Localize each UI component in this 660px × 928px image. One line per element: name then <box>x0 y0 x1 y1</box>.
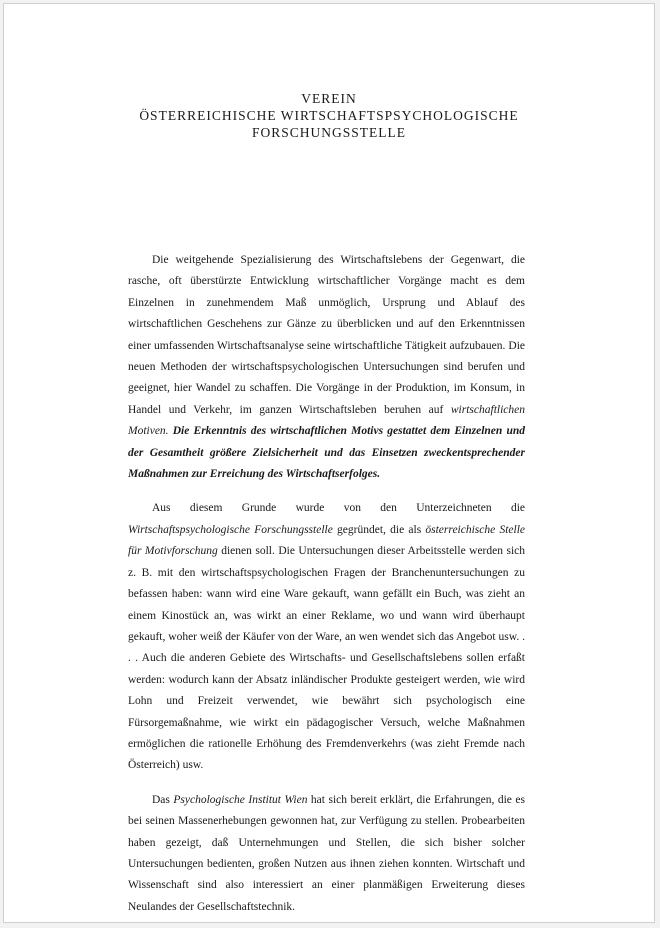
paragraph-intro-bold-emphasis: Die Erkenntnis des wirtschaftlichen Motivs gestattet dem Einzelnen und der Gesamtheit größere Zielsicherheit und das Einsetzen zweckentsprechender Maßnahmen zur Erreichung des Wirtschaftserfolges. <box>128 425 525 481</box>
paragraph-purpose-emphasis-2: österreichische Stelle für Motivforschung <box>128 523 525 558</box>
document-heading <box>4 90 654 141</box>
heading-line-verein: VEREIN <box>301 91 357 106</box>
paragraph-institute-emphasis: Psychologische Institut Wien <box>173 793 308 806</box>
paragraph-purpose-text-1: Aus diesem Grunde wurde von den Unterzeichneten die <box>152 502 525 515</box>
heading-line-organization: ÖSTERREICHISCHE WIRTSCHAFTSPSYCHOLOGISCHE <box>139 108 519 123</box>
paragraph-institute <box>128 790 525 918</box>
heading-line-department: FORSCHUNGSSTELLE <box>251 125 407 140</box>
document-page <box>3 3 655 923</box>
paragraph-purpose-text-2: gegründet, die als <box>332 523 426 536</box>
paragraph-intro <box>128 250 525 485</box>
paragraph-institute-text-2: hat sich bereit erklärt, die Erfahrungen, die es bei seinen Massenerhebungen gewonnen hat, zur Verfügung zu stellen. Probearbeiten haben gezeigt, daß Unternehmungen und Stellen, die sich bisher solcher Untersuchungen bedienten, großen Nutzen aus ihnen ziehen konnten. Wirtschaft und Wissenschaft sind also interessiert an einer planmäßigen Erweiterung dieses Neulandes der Gesellschaftstechnik. <box>128 793 525 913</box>
paragraph-intro-text: Die weitgehende Spezialisierung des Wirtschaftslebens der Gegenwart, die rasche, oft überstürzte Entwicklung wirtschaftlicher Vorgänge macht es dem Einzelnen in zunehmendem Maß unmöglich, Ursprung und Ablauf des wirtschaftlichen Geschehens zur Gänze zu überblicken und auf den Erkenntnissen einer umfassenden Wirtschaftsanalyse seine wirtschaftliche Tätigkeit aufzubauen. Die neuen Methoden der wirtschaftspsychologischen Untersuchungen sind berufen und geeignet, hier Wandel zu schaffen. Die Vorgänge in der Produktion, im Konsum, in Handel und Verkehr, im ganzen Wirtschaftsleben beruhen auf <box>128 254 525 416</box>
paragraph-institute-text-1: Das <box>152 793 174 806</box>
paragraph-purpose <box>128 498 525 776</box>
document-body <box>128 250 525 918</box>
paragraph-intro-emphasis: wirtschaftlichen Motiven. <box>128 403 525 438</box>
paragraph-purpose-emphasis-1: Wirtschaftspsychologische Forschungsstelle <box>128 523 333 536</box>
paragraph-purpose-text-3: dienen soll. Die Untersuchungen dieser Arbeitsstelle werden sich z. B. mit den wirtschaftspsychologischen Fragen der Branchenuntersuchungen zu befassen haben: wann wird eine Ware gekauft, wann gefällt ein Buch, was zieht an einem Kinostück an, was wirkt an einer Reklame, wo und wann wird überhaupt gekauft, woher weiß der Käufer von der Ware, an wen wendet sich das Angebot usw. . . . Auch die anderen Gebiete des Wirtschafts- und Gesellschaftslebens sollen erfaßt werden: wodurch kann der Absatz inländischer Produkte gesteigert werden, wie wird Lohn und Freizeit verwendet, wie bewährt sich psychologisch eine Fürsorgemaßnahme, wie wirkt ein pädagogischer Versuch, welche Maßnahmen ermöglichen die rationelle Erhöhung des Fremdenverkehrs (was zieht Fremde nach Österreich) usw. <box>128 545 525 772</box>
